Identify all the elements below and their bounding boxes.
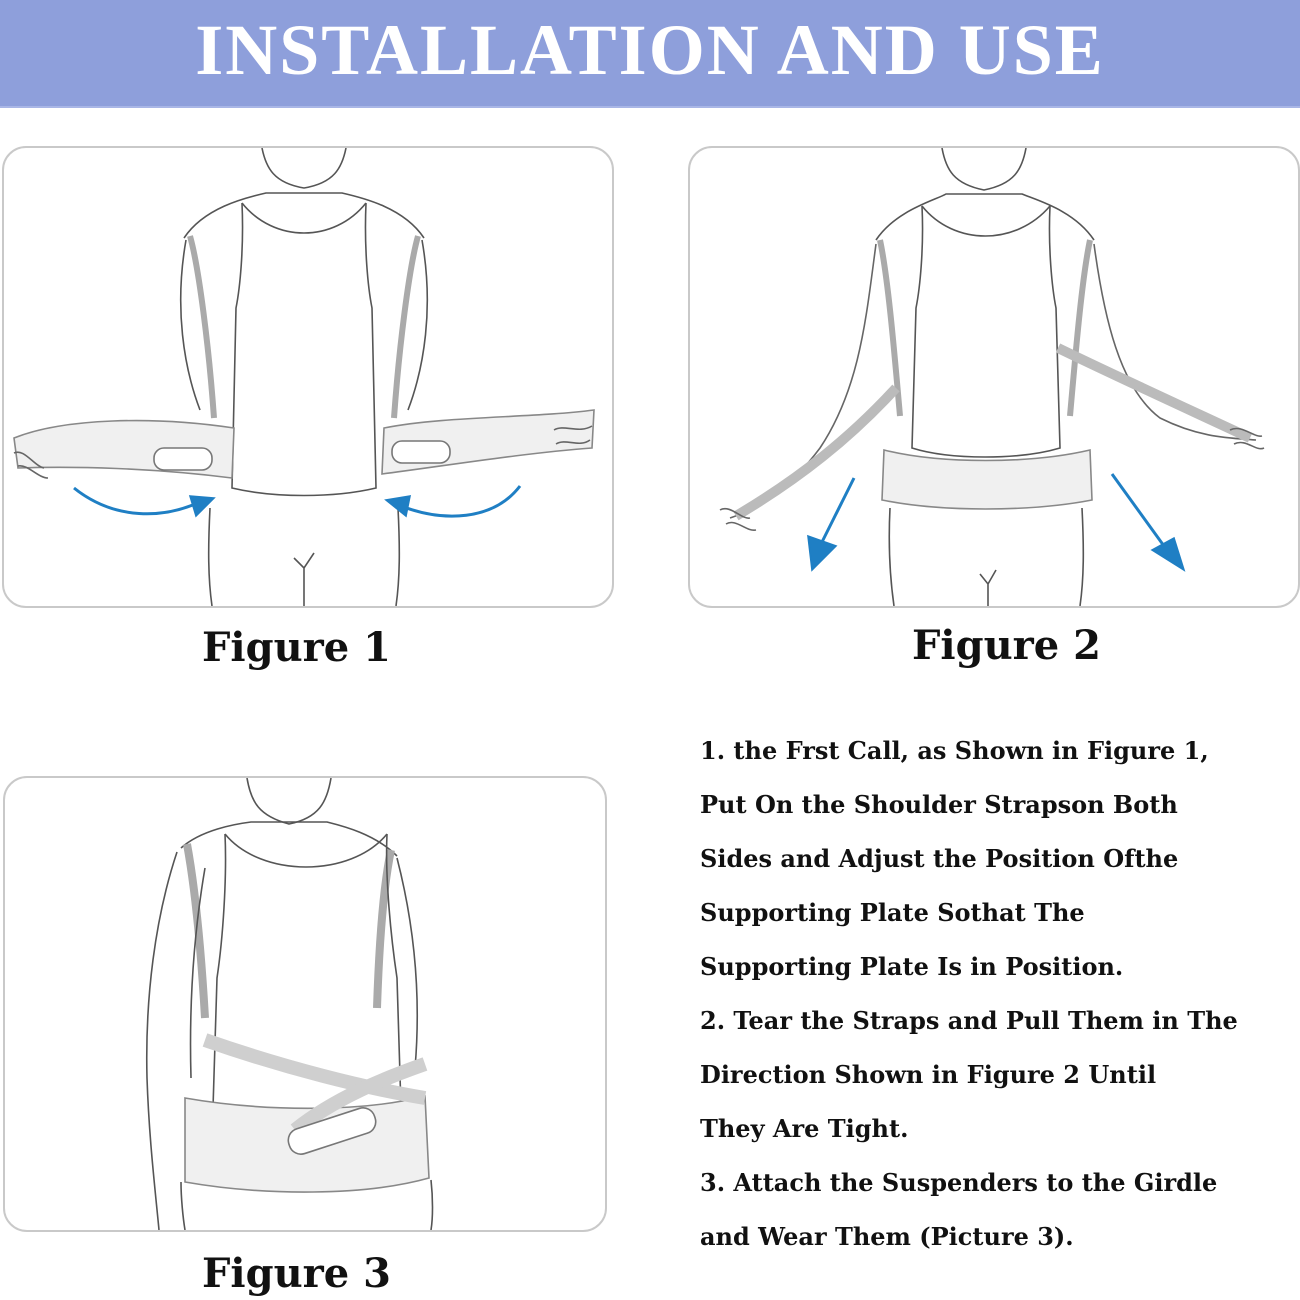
instruction-line: Sides and Adjust the Position Ofthe — [700, 844, 1179, 873]
figure-3-panel — [3, 776, 607, 1232]
figure-3-illustration — [5, 778, 605, 1230]
page-title: INSTALLATION AND USE — [195, 10, 1105, 90]
figure-3-caption: Figure 3 — [202, 1250, 391, 1297]
figure-1-panel — [2, 146, 614, 608]
instruction-line: 3. Attach the Suspenders to the Girdle — [700, 1168, 1218, 1197]
instruction-line: They Are Tight. — [700, 1114, 909, 1143]
figure-1-caption: Figure 1 — [202, 624, 391, 671]
instruction-line: Direction Shown in Figure 2 Until — [700, 1060, 1157, 1089]
instruction-line: 2. Tear the Straps and Pull Them in The — [700, 1006, 1238, 1035]
instruction-line: Put On the Shoulder Strapson Both — [700, 790, 1178, 819]
instruction-line: Supporting Plate Sothat The — [700, 898, 1085, 927]
instruction-line: 1. the Frst Call, as Shown in Figure 1, — [700, 736, 1209, 765]
instruction-line: and Wear Them (Picture 3). — [700, 1222, 1074, 1251]
instruction-line: Supporting Plate Is in Position. — [700, 952, 1124, 981]
header-banner — [0, 0, 1300, 108]
figure-2-caption: Figure 2 — [912, 622, 1101, 669]
figure-2-panel — [688, 146, 1300, 608]
figure-1-illustration — [4, 148, 612, 606]
figure-2-illustration — [690, 148, 1298, 606]
instructions-text — [700, 728, 1300, 1268]
